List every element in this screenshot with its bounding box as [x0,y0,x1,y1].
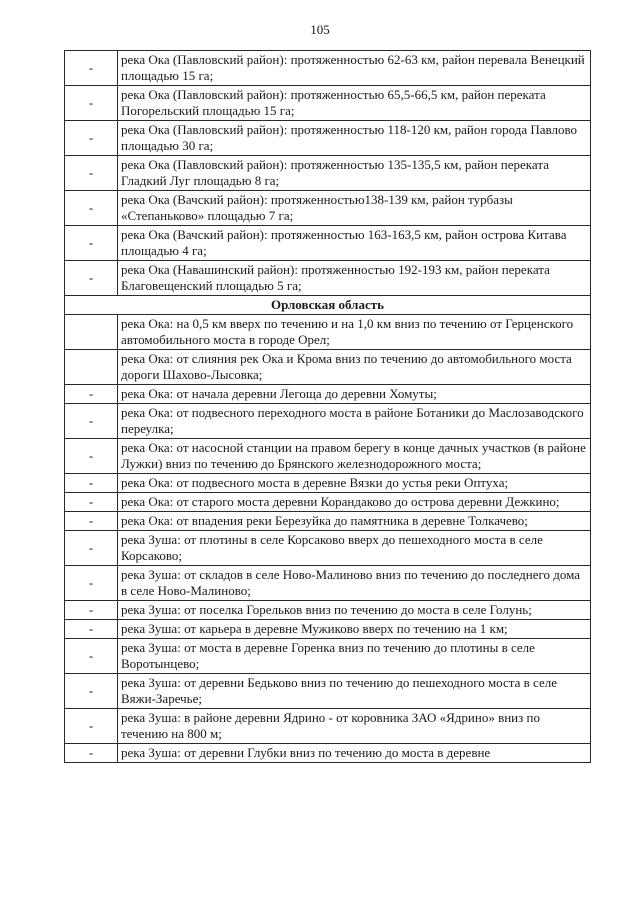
table-row [65,620,591,639]
table-section-region [65,296,591,315]
row-marker: - [65,156,118,191]
row-text: река Зуша: от карьера в деревне Мужиково вверх по течению на 1 км; [118,620,591,639]
table-section-bottom [65,315,591,763]
row-text: река Ока (Вачский район): протяженностью 163-163,5 км, район острова Китава площадью 4 га; [118,226,591,261]
table-row [65,121,591,156]
row-marker: - [65,639,118,674]
row-text: река Ока (Павловский район): протяженностью 118-120 км, район города Павлово площадью 30 га; [118,121,591,156]
row-text: река Ока (Павловский район): протяженностью 65,5-66,5 км, район переката Погорельский площадью 15 га; [118,86,591,121]
row-marker: - [65,261,118,296]
table-row [65,156,591,191]
row-text: река Ока: на 0,5 км вверх по течению и на 1,0 км вниз по течению от Герценского автомобильного моста в городе Орел; [118,315,591,350]
row-marker: - [65,531,118,566]
table-row [65,601,591,620]
row-marker: - [65,191,118,226]
row-text: река Ока (Вачский район): протяженностью138-139 км, район турбазы «Степаньково» площадью 7 га; [118,191,591,226]
table-row [65,709,591,744]
table-row [65,512,591,531]
region-header-row [65,296,591,315]
row-text: река Ока: от подвесного моста в деревне Вязки до устья реки Оптуха; [118,474,591,493]
table-row [65,493,591,512]
row-marker [65,350,118,385]
table-row [65,350,591,385]
page-number: 105 [310,22,330,37]
row-marker: - [65,674,118,709]
row-marker: - [65,566,118,601]
row-text: река Ока: от начала деревни Легоща до деревни Хомуты; [118,385,591,404]
row-marker: - [65,51,118,86]
row-text: река Зуша: от деревни Глубки вниз по течению до моста в деревне [118,744,591,763]
row-text: река Ока (Павловский район): протяженностью 62-63 км, район перевала Венецкий площадью 15 га; [118,51,591,86]
table-section-top [65,51,591,296]
table-row [65,531,591,566]
table-row [65,566,591,601]
row-marker: - [65,744,118,763]
row-marker: - [65,620,118,639]
table-row [65,51,591,86]
row-text: река Ока (Навашинский район): протяженностью 192-193 км, район переката Благовещенский площадью 5 га; [118,261,591,296]
row-text: река Зуша: от поселка Горельков вниз по течению до моста в селе Голунь; [118,601,591,620]
table-row [65,439,591,474]
row-text: река Ока: от слияния рек Ока и Крома вниз по течению до автомобильного моста дороги Шахово-Лысовка; [118,350,591,385]
row-text: река Зуша: от складов в селе Ново-Малиново вниз по течению до последнего дома в селе Ново-Малиново; [118,566,591,601]
row-marker: - [65,121,118,156]
row-marker [65,315,118,350]
row-marker: - [65,493,118,512]
table-row [65,639,591,674]
row-text: река Зуша: от деревни Бедьково вниз по течению до пешеходного моста в селе Вяжи-Заречье; [118,674,591,709]
row-text: река Ока: от подвесного переходного моста в районе Ботаники до Маслозаводского переулка; [118,404,591,439]
row-text: река Ока: от старого моста деревни Корандаково до острова деревни Дежкино; [118,493,591,512]
row-text: река Ока: от впадения реки Березуйка до памятника в деревне Толкачево; [118,512,591,531]
row-marker: - [65,474,118,493]
table-row [65,404,591,439]
row-marker: - [65,709,118,744]
table-row [65,674,591,709]
row-text: река Зуша: от моста в деревне Горенка вниз по течению до плотины в селе Воротынцево; [118,639,591,674]
row-marker: - [65,226,118,261]
row-text: река Зуша: в районе деревни Ядрино - от коровника ЗАО «Ядрино» вниз по течению на 800 м; [118,709,591,744]
table-row [65,474,591,493]
row-marker: - [65,385,118,404]
row-text: река Зуша: от плотины в селе Корсаково вверх до пешеходного моста в селе Корсаково; [118,531,591,566]
row-marker: - [65,439,118,474]
table-row [65,744,591,763]
document-table [64,50,591,763]
table-row [65,261,591,296]
table-row [65,226,591,261]
region-header: Орловская область [65,296,591,315]
table-row [65,191,591,226]
table-row [65,385,591,404]
row-marker: - [65,86,118,121]
row-text: река Ока: от насосной станции на правом берегу в конце дачных участков (в районе Лужки) вниз по течению до Брянского железнодорожного моста; [118,439,591,474]
table-row [65,86,591,121]
row-marker: - [65,404,118,439]
row-text: река Ока (Павловский район): протяженностью 135-135,5 км, район переката Гладкий Луг площадью 8 га; [118,156,591,191]
table-row [65,315,591,350]
row-marker: - [65,512,118,531]
row-marker: - [65,601,118,620]
